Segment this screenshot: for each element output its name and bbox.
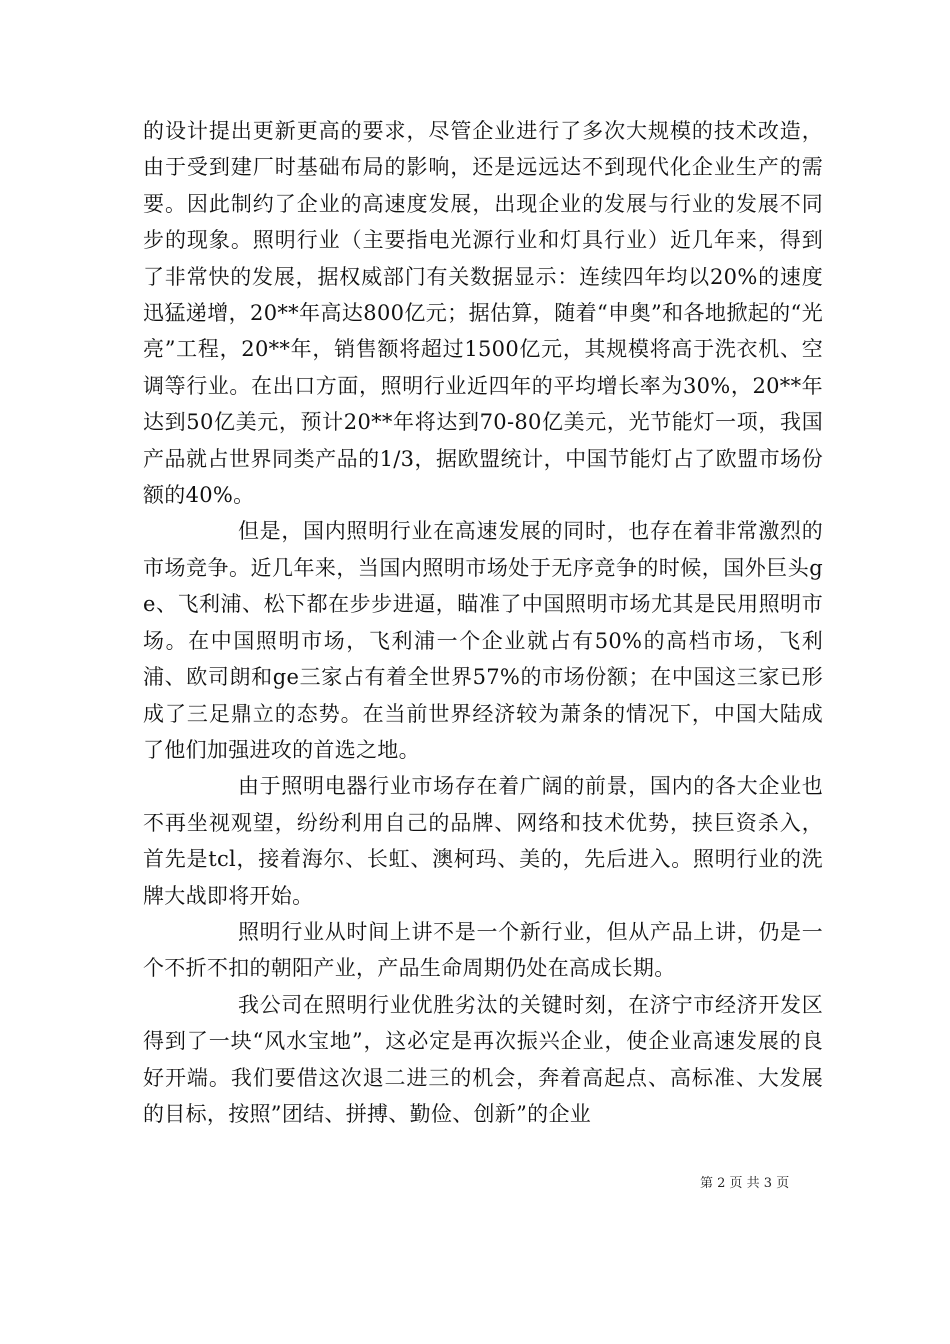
page-number-footer: 第 2 页 共 3 页 [700, 1176, 790, 1191]
paragraph-3: 由于照明电器行业市场存在着广阔的前景，国内的各大企业也不再坐视观望，纷纷利用自己的品牌、网络和技术优势，挟巨资杀入，首先是tcl，接着海尔、长虹、澳柯玛、美的，先后进入。照明行业的洗牌大战即将开始。 [143, 774, 823, 908]
paragraph-5: 我公司在照明行业优胜劣汰的关键时刻，在济宁市经济开发区得到了一块“风水宝地”，这必定是再次振兴企业，使企业高速发展的良好开端。我们要借这次退二进三的机会，奔着高起点、高标准、大发展的目标，按照”团结、拼搏、勤俭、创新”的企业 [143, 992, 823, 1126]
paragraph-4: 照明行业从时间上讲不是一个新行业，但从产品上讲，仍是一个不折不扣的朝阳产业，产品生命周期仍处在高成长期。 [143, 919, 823, 981]
paragraph-1: 的设计提出更新更高的要求，尽管企业进行了多次大规模的技术改造，由于受到建厂时基础布局的影响，还是远远达不到现代化企业生产的需要。因此制约了企业的高速度发展，出现企业的发展与行业的发展不同步的现象。照明行业（主要指电光源行业和灯具行业）近几年来，得到了非常快的发展，据权威部门有关数据显示：连续四年均以20%的速度迅猛递增，20**年高达800亿元；据估算，随着“申奥”和各地掀起的“光亮”工程，20**年，销售额将超过1500亿元，其规模将高于洗衣机、空调等行业。在出口方面，照明行业近四年的平均增长率为30%，20**年达到50亿美元，预计20**年将达到70-80亿美元，光节能灯一项，我国产品就占世界同类产品的1/3，据欧盟统计，中国节能灯占了欧盟市场份额的40%。 [143, 119, 823, 508]
body-text [143, 113, 823, 1132]
paragraph-2: 但是，国内照明行业在高速发展的同时，也存在着非常激烈的市场竞争。近几年来，当国内照明市场处于无序竞争的时候，国外巨头ge、飞利浦、松下都在步步进逼，瞄准了中国照明市场尤其是民用照明市场。在中国照明市场，飞利浦一个企业就占有50%的高档市场，飞利浦、欧司朗和ge三家占有着全世界57%的市场份额；在中国这三家已形成了三足鼎立的态势。在当前世界经济较为萧条的情况下，中国大陆成了他们加强进攻的首选之地。 [143, 519, 823, 762]
